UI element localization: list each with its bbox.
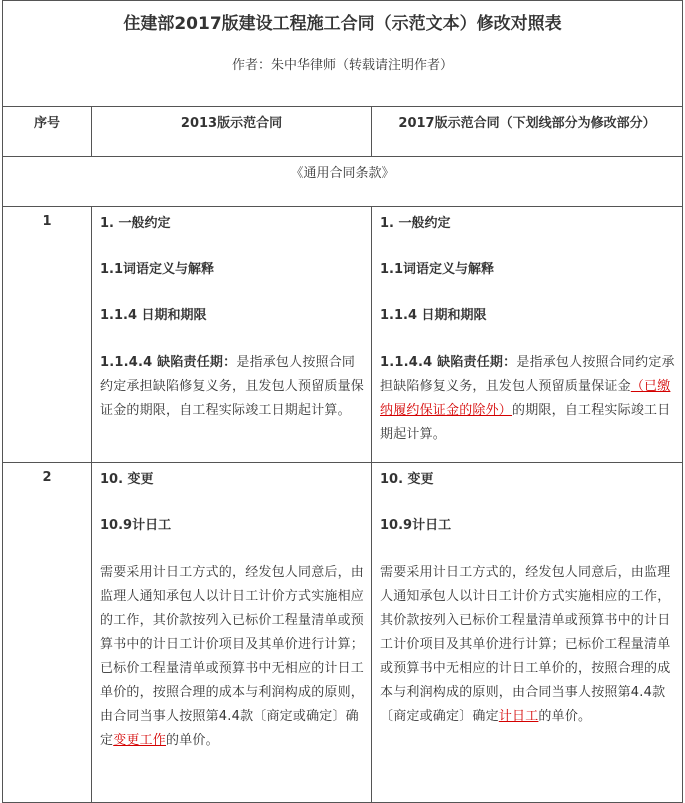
- clause-subheading: 10.9计日工: [380, 518, 452, 533]
- clause-body: 需要采用计日工方式的，经发包人同意后，由监理人通知承包人以计日工计价方式实施相应的工作，其价款按列入已标价工程量清单或预算书中的计日工计价项目及其单价进行计算；已标价工程量清单或预算书中无相应的计日工单价的，按照合理的成本与利润构成的原则，由合同当事人按照第4.4款〔商定或确定〕确定: [380, 565, 671, 724]
- header-row: [3, 107, 683, 157]
- table-row: [3, 207, 683, 463]
- section-row: [3, 157, 683, 207]
- section-cell: [3, 157, 683, 207]
- title-row: [3, 1, 683, 107]
- row-number-cell: [3, 463, 92, 803]
- clause-body: 是指承包人按照合同约定承担缺陷修复义务，且发包人预留质量保证金的期限，自工程实际竣工日期起计算。: [100, 355, 365, 418]
- comparison-table: [2, 0, 683, 803]
- clause-term: 1.1.4.4 缺陷责任期：: [380, 355, 517, 370]
- clause-body: 是指承包人按照合同约定承担缺陷修复义务，且发包人预留质量保证金: [380, 355, 675, 394]
- clause-text: [380, 561, 675, 729]
- clause-subheading: 1.1.4 日期和期限: [100, 308, 207, 323]
- inserted-text: 变更工作: [113, 733, 167, 748]
- clause-subheading: 10.9计日工: [100, 518, 172, 533]
- title-cell: [3, 1, 683, 107]
- clause-body-end: 的期限，自工程实际竣工日期起计算。: [380, 403, 671, 442]
- clause-subheading: 1.1.4 日期和期限: [380, 308, 487, 323]
- row-number-cell: [3, 207, 92, 463]
- table-row: [3, 463, 683, 803]
- clause-text: [100, 351, 364, 423]
- clause-subheading: 1.1词语定义与解释: [380, 262, 495, 277]
- header-no: [3, 107, 92, 157]
- clause-heading: 1. 一般约定: [380, 216, 451, 231]
- document-title: 住建部2017版建设工程施工合同（示范文本）修改对照表: [123, 14, 562, 34]
- clause-2013-cell: [92, 207, 372, 463]
- clause-text: [100, 561, 364, 753]
- clause-subheading: 1.1词语定义与解释: [100, 262, 215, 277]
- author-line: 作者：朱中华律师（转载请注明作者）: [232, 58, 454, 73]
- clause-2017-cell: [372, 463, 683, 803]
- header-2013: [92, 107, 372, 157]
- section-title: 《通用合同条款》: [290, 166, 395, 181]
- clause-text: [380, 351, 675, 447]
- header-2017-label: 2017版示范合同（下划线部分为修改部分）: [398, 116, 656, 131]
- clause-heading: 10. 变更: [380, 472, 434, 487]
- clause-heading: 1. 一般约定: [100, 216, 171, 231]
- row-number: 2: [42, 470, 52, 485]
- row-number: 1: [42, 214, 52, 229]
- clause-body-end: 的单价。: [166, 733, 219, 748]
- clause-2017-cell: [372, 207, 683, 463]
- header-no-label: 序号: [33, 116, 60, 131]
- clause-heading: 10. 变更: [100, 472, 154, 487]
- header-2017: [372, 107, 683, 157]
- inserted-text: （已缴纳履约保证金的除外）: [380, 379, 671, 418]
- clause-2013-cell: [92, 463, 372, 803]
- header-2013-label: 2013版示范合同: [180, 116, 283, 131]
- inserted-text: 计日工: [498, 709, 539, 724]
- clause-term: 1.1.4.4 缺陷责任期：: [100, 355, 237, 370]
- clause-body: 需要采用计日工方式的，经发包人同意后，由监理人通知承包人以计日工计价方式实施相应的工作，其价款按列入已标价工程量清单或预算书中的计日工计价项目及其单价进行计算；已标价工程量清单或预算书中无相应的计日工单价的，按照合理的成本与利润构成的原则，由合同当事人按照第4.4款〔商定或确定〕确定: [100, 565, 365, 748]
- clause-body-end: 的单价。: [538, 709, 592, 724]
